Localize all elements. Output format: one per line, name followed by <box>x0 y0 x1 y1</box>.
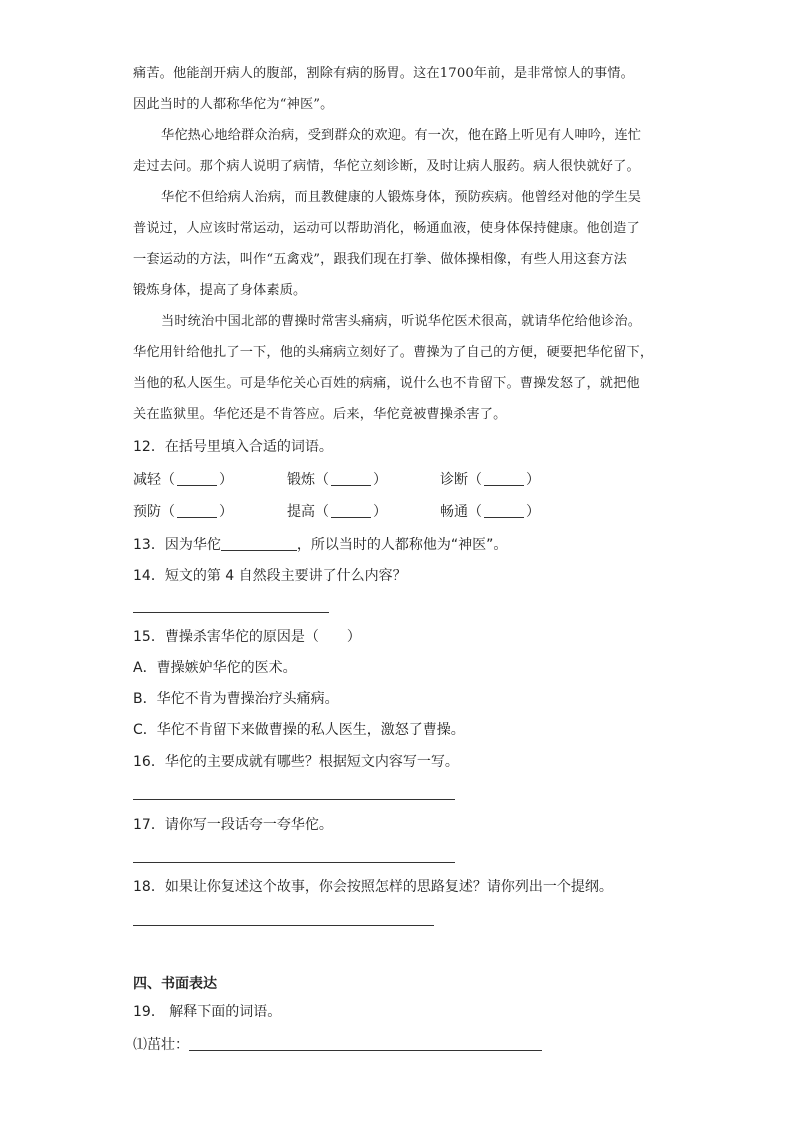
question-12-prompt: 12．在括号里填入合适的词语。 <box>133 439 333 455</box>
answer-blank[interactable] <box>221 536 297 551</box>
answer-blank[interactable] <box>177 472 217 486</box>
answer-blank[interactable] <box>177 504 217 518</box>
word-item-3: 诊断（ ） <box>440 472 540 488</box>
word-item-4: 预防（ ） <box>133 504 233 520</box>
question-13: 13．因为华佗 ，所以当时的人都称他为“神医”。 <box>133 537 508 553</box>
passage-line-9: 当时统治中国北部的曹操时常害头痛病，听说华佗医术很高，就请华佗给他诊治。 <box>161 314 642 329</box>
option-c[interactable]: C．华佗不肯留下来做曹操的私人医生，激怒了曹操。 <box>133 722 465 738</box>
passage-line-10: 华佗用针给他扎了一下，他的头痛病立刻好了。曹操为了自己的方便，硬要把华佗留下， <box>133 345 654 360</box>
question-14-prompt: 14．短文的第 4 自然段主要讲了什么内容？ <box>133 568 407 584</box>
passage-line-4: 走过去问。那个病人说明了病情，华佗立刻诊断，及时让病人服药。病人很快就好了。 <box>133 159 640 174</box>
passage-line-3: 华佗热心地给群众治病，受到群众的欢迎。有一次，他在路上听见有人呻吟，连忙 <box>161 128 642 143</box>
answer-blank[interactable] <box>484 472 524 486</box>
answer-line[interactable] <box>133 612 329 613</box>
option-a[interactable]: A．曹操嫉妒华佗的医术。 <box>133 660 297 676</box>
question-18-prompt: 18．如果让你复述这个故事，你会按照怎样的思路复述？请你列出一个提纲。 <box>133 879 613 895</box>
section-heading: 四、书面表达 <box>133 976 217 992</box>
word-item-6: 畅通（ ） <box>440 504 540 520</box>
passage-line-11: 当他的私人医生。可是华佗关心百姓的病痛，说什么也不肯留下。曹操发怒了，就把他 <box>133 376 640 391</box>
answer-blank[interactable] <box>484 504 524 518</box>
passage-line-6: 普说过，人应该时常运动，运动可以帮助消化，畅通血液，使身体保持健康。他创造了 <box>133 221 640 236</box>
passage-line-8: 锻炼身体，提高了身体素质。 <box>133 283 307 298</box>
question-16-prompt: 16．华佗的主要成就有哪些？根据短文内容写一写。 <box>133 754 459 770</box>
question-19-item-1: ⑴茁壮： <box>133 1035 673 1055</box>
option-b[interactable]: B．华佗不肯为曹操治疗头痛病。 <box>133 691 339 707</box>
question-19-prompt: 19． 解释下面的词语。 <box>133 1004 282 1020</box>
answer-blank[interactable] <box>189 1036 542 1051</box>
passage-line-7: 一套运动的方法，叫作“五禽戏”，跟我们现在打拳、做体操相像，有些人用这套方法 <box>133 252 627 267</box>
word-item-5: 提高（ ） <box>287 504 387 520</box>
answer-line[interactable] <box>133 799 455 800</box>
answer-line[interactable] <box>133 862 455 863</box>
word-item-1: 减轻（ ） <box>133 472 233 488</box>
passage-line-12: 关在监狱里。华佗还是不肯答应。后来，华佗竟被曹操杀害了。 <box>133 407 507 422</box>
question-15-prompt: 15．曹操杀害华佗的原因是（ ） <box>133 629 361 645</box>
word-item-2: 锻炼（ ） <box>287 472 387 488</box>
passage-line-5: 华佗不但给病人治病，而且教健康的人锻炼身体，预防疾病。他曾经对他的学生吴 <box>161 190 642 205</box>
answer-blank[interactable] <box>331 472 371 486</box>
answer-line[interactable] <box>133 925 434 926</box>
passage-line-2: 因此当时的人都称华佗为“神医”。 <box>133 97 334 112</box>
question-17-prompt: 17．请你写一段话夸一夸华佗。 <box>133 817 333 833</box>
passage-line-1: 痛苦。他能剖开病人的腹部，割除有病的肠胃。这在1700年前，是非常惊人的事情。 <box>133 66 634 81</box>
answer-blank[interactable] <box>331 504 371 518</box>
